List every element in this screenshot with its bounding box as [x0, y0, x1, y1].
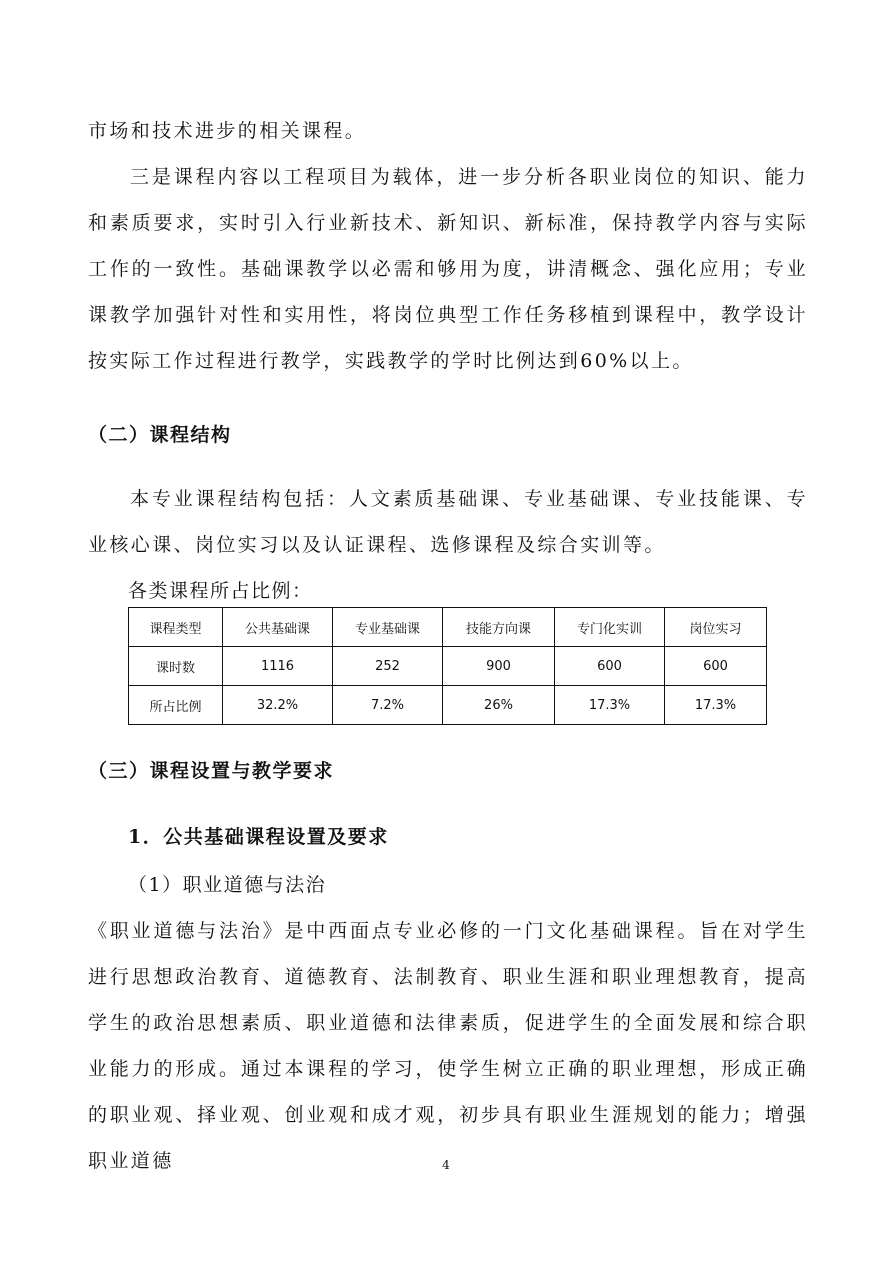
heading-ethics-law: （1）职业道德与法治 [128, 874, 327, 896]
table-cell: 600 [555, 647, 665, 686]
table-cell: 900 [443, 647, 555, 686]
course-ratio-table [128, 607, 767, 725]
table-cell: 252 [333, 647, 443, 686]
heading-course-setting: （三）课程设置与教学要求 [88, 760, 335, 782]
table-cell: 600 [665, 647, 767, 686]
header-cell: 课程类型 [129, 608, 223, 647]
header-cell: 岗位实习 [665, 608, 767, 647]
table-cell: 32.2% [223, 686, 333, 725]
table-cell: 所占比例 [129, 686, 223, 725]
table-row [129, 686, 767, 725]
table-cell: 26% [443, 686, 555, 725]
header-cell: 专业基础课 [333, 608, 443, 647]
header-cell: 技能方向课 [443, 608, 555, 647]
heading-public-basic-courses: 1．公共基础课程设置及要求 [128, 826, 389, 848]
paragraph-continuation: 市场和技术进步的相关课程。 [88, 120, 367, 142]
header-cell: 专门化实训 [555, 608, 665, 647]
table-cell: 17.3% [555, 686, 665, 725]
table-cell: 17.3% [665, 686, 767, 725]
table-caption: 各类课程所占比例： [128, 580, 313, 602]
paragraph-course-intro: 《职业道德与法治》是中西面点专业必修的一门文化基础课程。旨在对学生进行思想政治教育、道德教育、法制教育、职业生涯和职业理想教育，提高学生的政治思想素质、职业道德和法律素质，促进学生的全面发展和综合职业能力的形成。通过本课程的学习，使学生树立正确的职业理想，形成正确的职业观、择业观、创业观和成才观，初步具有职业生涯规划的能力；增强职业道德 [88, 920, 808, 1172]
table-cell: 1116 [223, 647, 333, 686]
table-row [129, 647, 767, 686]
table-header-row [129, 608, 767, 647]
header-cell: 公共基础课 [223, 608, 333, 647]
paragraph-point-three: 三是课程内容以工程项目为载体，进一步分析各职业岗位的知识、能力和素质要求，实时引入行业新技术、新知识、新标准，保持教学内容与实际工作的一致性。基础课教学以必需和够用为度，讲清概念、强化应用；专业课教学加强针对性和实用性，将岗位典型工作任务移植到课程中，教学设计按实际工作过程进行教学，实践教学的学时比例达到60%以上。 [88, 166, 808, 372]
heading-course-structure: （二）课程结构 [88, 424, 232, 446]
paragraph-structure: 本专业课程结构包括：人文素质基础课、专业基础课、专业技能课、专业核心课、岗位实习以及认证课程、选修课程及综合实训等。 [88, 488, 808, 556]
table-cell: 7.2% [333, 686, 443, 725]
table-cell: 课时数 [129, 647, 223, 686]
page-number: 4 [442, 1158, 450, 1172]
